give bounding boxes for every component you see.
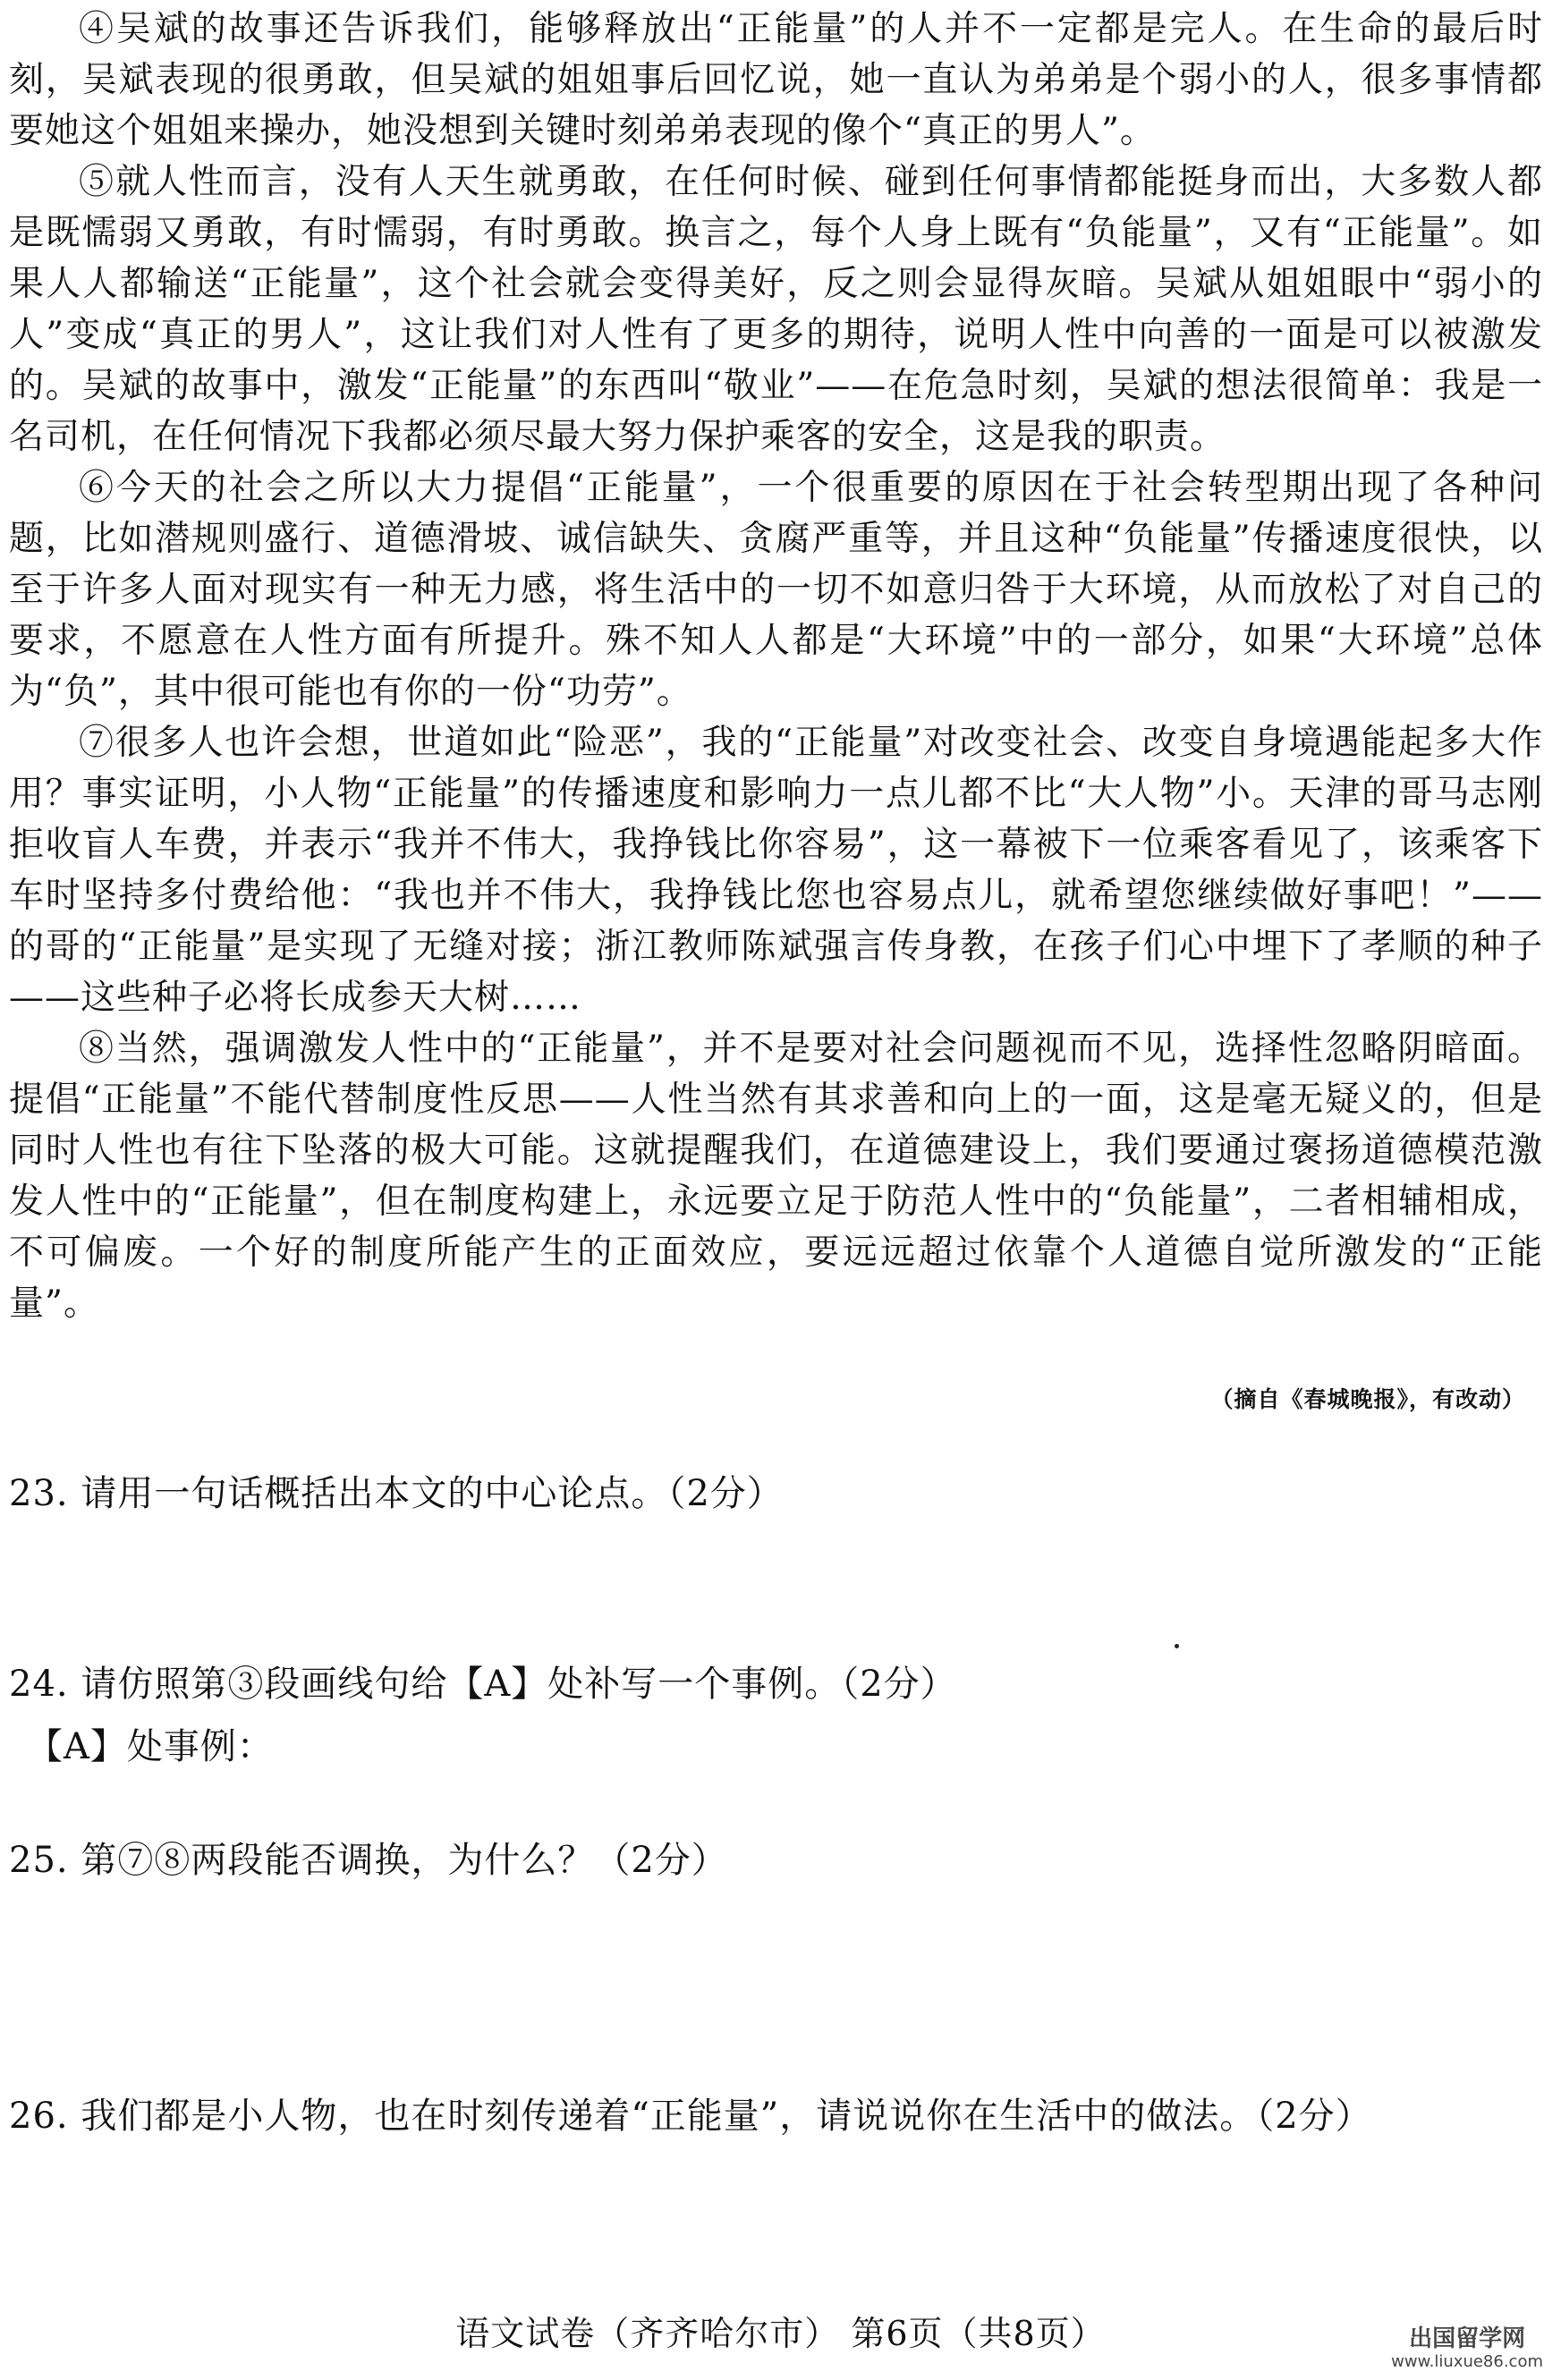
question-23: 23. 请用一句话概括出本文的中心论点。（2分）	[9, 1473, 784, 1514]
watermark-url: www.liuxue86.com	[1391, 2352, 1543, 2371]
paragraph-4: ④吴斌的故事还告诉我们，能够释放出“正能量”的人并不一定都是完人。在生命的最后时刻，吴斌表现的很勇敢，但吴斌的姐姐事后回忆说，她一直认为弟弟是个弱小的人，很多事情都要她这个姐姐来操办，她没想到关键时刻弟弟表现的像个“真正的男人”。	[9, 9, 1543, 151]
reading-passage	[9, 4, 1543, 1329]
paragraph-5: ⑤就人性而言，没有人天生就勇敢，在任何时候、碰到任何事情都能挺身而出，大多数人都是既懦弱又勇敢，有时懦弱，有时勇敢。换言之，每个人身上既有“负能量”，又有“正能量”。如果人人都输送“正能量”，这个社会就会变得美好，反之则会显得灰暗。吴斌从姐姐眼中“弱小的人”变成“真正的男人”，这让我们对人性有了更多的期待，说明人性中向善的一面是可以被激发的。吴斌的故事中，激发“正能量”的东西叫“敬业”——在危急时刻，吴斌的想法很简单：我是一名司机，在任何情况下我都必须尽最大努力保护乘客的安全，这是我的职责。	[9, 162, 1543, 457]
paragraph-6: ⑥今天的社会之所以大力提倡“正能量”，一个很重要的原因在于社会转型期出现了各种问题，比如潜规则盛行、道德滑坡、诚信缺失、贪腐严重等，并且这种“负能量”传播速度很快，以至于许多人面对现实有一种无力感，将生活中的一切不如意归咎于大环境，从而放松了对自己的要求，不愿意在人性方面有所提升。殊不知人人都是“大环境”中的一部分，如果“大环境”总体为“负”，其中很可能也有你的一份“功劳”。	[9, 468, 1543, 712]
paragraph-8: ⑧当然，强调激发人性中的“正能量”，并不是要对社会问题视而不见，选择性忽略阴暗面。提倡“正能量”不能代替制度性反思——人性当然有其求善和向上的一面，这是毫无疑义的，但是同时人性也有往下坠落的极大可能。这就提醒我们，在道德建设上，我们要通过褒扬道德模范激发人性中的“正能量”，但在制度构建上，永远要立足于防范人性中的“负能量”，二者相辅相成，不可偏废。一个好的制度所能产生的正面效应，要远远超过依靠个人道德自觉所激发的“正能量”。	[9, 1029, 1543, 1324]
paragraph-7: ⑦很多人也许会想，世道如此“险恶”，我的“正能量”对改变社会、改变自身境遇能起多大作用？事实证明，小人物“正能量”的传播速度和影响力一点儿都不比“大人物”小。天津的哥马志刚拒收盲人车费，并表示“我并不伟大，我挣钱比你容易”，这一幕被下一位乘客看见了，该乘客下车时坚持多付费给他：“我也并不伟大，我挣钱比您也容易点儿，就希望您继续做好事吧！”——的哥的“正能量”是实现了无缝对接；浙江教师陈斌强言传身教，在孩子们心中埋下了孝顺的种子——这些种子必将长成参天大树……	[9, 723, 1543, 1018]
source-citation: （摘自《春城晚报》，有改动）	[1210, 1386, 1525, 1412]
stray-dot	[1175, 1644, 1179, 1648]
page-footer: 语文试卷（齐齐哈尔市） 第6页（共8页）	[455, 2314, 1106, 2353]
watermark-name: 出国留学网	[1409, 2325, 1526, 2352]
watermark-logo	[1391, 2325, 1543, 2372]
question-25: 25. 第⑦⑧两段能否调换，为什么？（2分）	[9, 1840, 728, 1881]
question-26: 26. 我们都是小人物，也在时刻传递着“正能量”，请说说你在生活中的做法。（2分）	[9, 2096, 1372, 2137]
question-24: 24. 请仿照第③段画线句给【A】处补写一个事例。（2分）	[9, 1664, 957, 1705]
question-24-answer-label: 【A】处事例：	[27, 1726, 274, 1767]
